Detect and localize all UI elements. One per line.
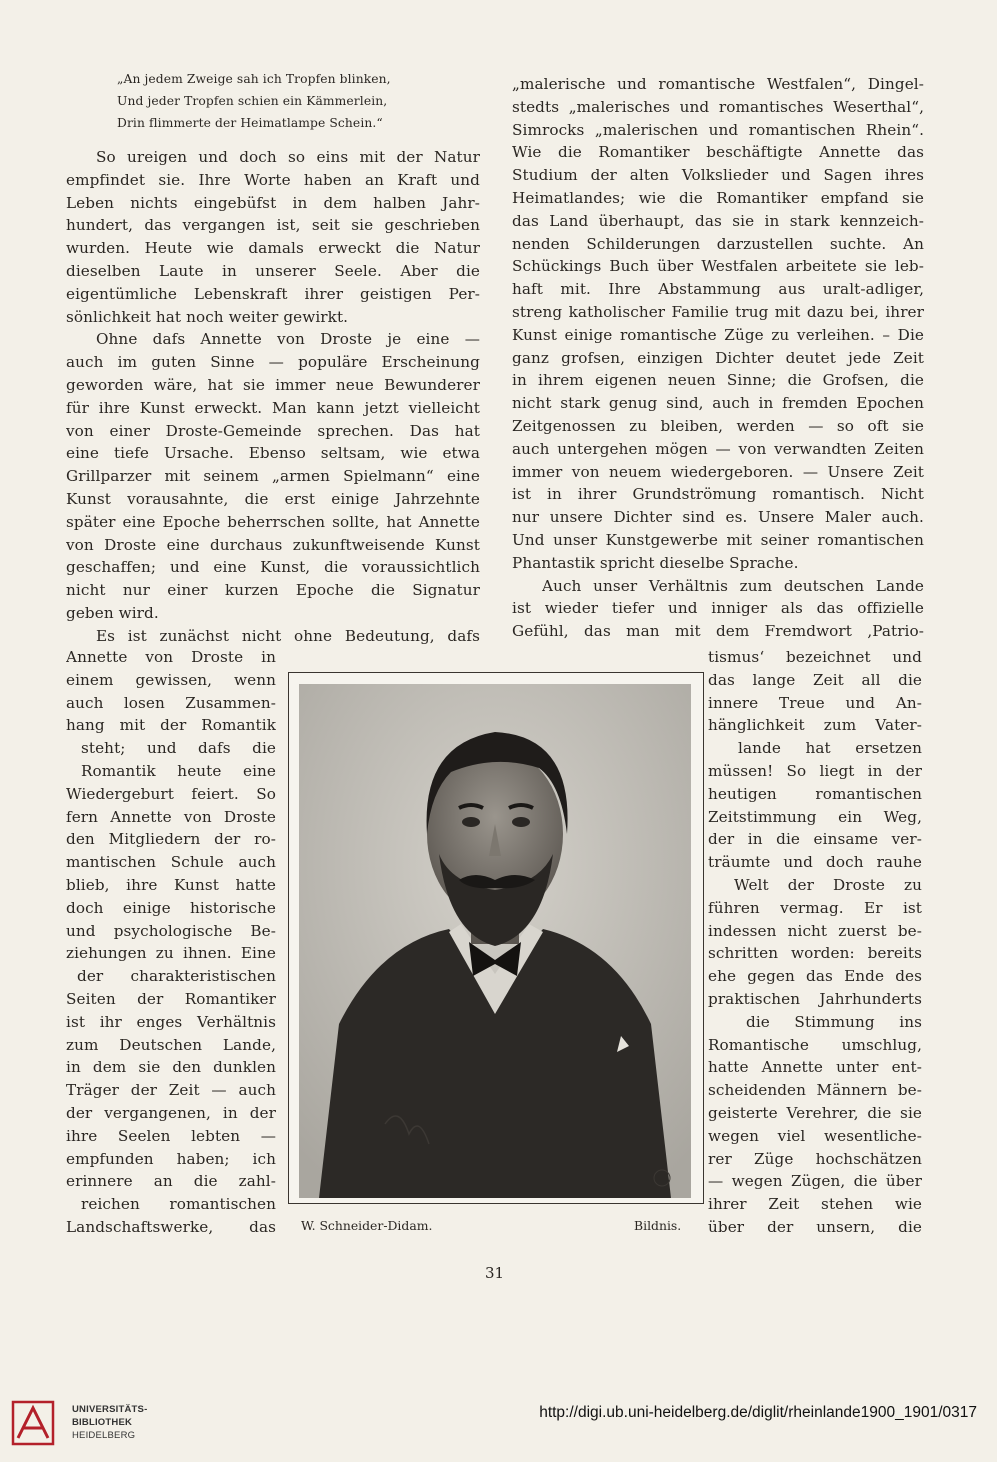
text-line: haft mit. Ihre Abstammung aus uralt-adliger, <box>512 280 924 299</box>
text-line: tismus‘ bezeichnet und <box>708 648 922 666</box>
text-line: Kunst einige romantische Züge zu verleihen. – Die <box>512 325 924 344</box>
poem-line: Drin flimmerte der Heimatlampe Schein.“ <box>117 116 383 130</box>
text-line: nicht stark genug sind, auch in fremden Epochen <box>512 394 924 413</box>
poem-line: Und jeder Tropfen schien ein Kämmerlein, <box>117 94 388 108</box>
text-line: indessen nicht zuerst be- <box>708 921 922 940</box>
text-line: lande hat ersetzen <box>738 739 922 758</box>
text-line: einem gewissen, wenn <box>66 670 276 689</box>
text-line: Heimatlandes; wie die Romantiker empfand sie <box>512 189 924 207</box>
text-line: Annette von Droste in <box>66 648 276 666</box>
text-line: Zeitstimmung ein Weg, <box>708 807 922 826</box>
text-line: wegen viel wesentliche- <box>708 1126 922 1145</box>
text-line: geworden wäre, hat sie immer neue Bewunderer <box>66 376 480 394</box>
text-line: der charakteristischen <box>77 967 276 986</box>
text-line: die Stimmung ins <box>746 1012 922 1031</box>
text-line: So ureigen und doch so eins mit der Natur <box>96 148 480 166</box>
text-line: ganz grofsen, einzigen Dichter deutet jede Zeit <box>512 348 924 367</box>
text-line: praktischen Jahrhunderts <box>708 990 922 1008</box>
text-line: auch losen Zusammen- <box>66 693 276 712</box>
text-line: über der unsern, die <box>708 1218 922 1236</box>
text-line: ihrer Zeit stehen wie <box>708 1195 922 1214</box>
text-line: erinnere an die zahl- <box>66 1172 276 1191</box>
source-url-link[interactable]: http://digi.ub.uni-heidelberg.de/diglit/rheinlande1900_1901/0317 <box>539 1404 977 1421</box>
text-line: Ohne dafs Annette von Droste je eine — <box>96 330 480 349</box>
text-line: zum Deutschen Lande, <box>66 1035 276 1054</box>
text-line: geben wird. <box>66 604 159 622</box>
text-line: nicht nur einer kurzen Epoche die Signatur <box>66 581 480 600</box>
text-line: Simrocks „malerischen und romantischen Rhein“. <box>512 120 924 139</box>
text-line: Studium der alten Volkslieder und Sagen ihres <box>512 166 924 185</box>
text-line: das lange Zeit all die <box>708 670 922 689</box>
text-line: träumte und doch rauhe <box>708 853 922 872</box>
text-line: Wie die Romantiker beschäftigte Annette das <box>512 143 924 162</box>
text-line: auch im guten Sinne — populäre Erscheinung <box>66 353 480 372</box>
text-line: Und unser Kunstgewerbe mit seiner romantischen <box>512 531 924 549</box>
portrait-illustration <box>299 684 691 1198</box>
library-name-line1: UNIVERSITÄTS- <box>72 1404 148 1415</box>
text-line: Grillparzer mit seinem „armen Spielmann“ eine <box>66 467 480 486</box>
text-line: heutigen romantischen <box>708 784 922 803</box>
text-line: von Droste eine durchaus zukunftweisende Kunst <box>66 535 480 554</box>
text-line: auch untergehen mögen — von verwandten Zeiten <box>512 439 924 458</box>
text-line: fern Annette von Droste <box>66 807 276 826</box>
text-line: für ihre Kunst erweckt. Man kann jetzt vielleicht <box>66 398 480 417</box>
text-line: Landschaftswerke, das <box>66 1218 276 1236</box>
text-line: Gefühl, das man mit dem Fremdwort ‚Patrio- <box>512 622 924 641</box>
page-number: 31 <box>485 1264 505 1282</box>
text-line: empfunden haben; ich <box>66 1149 276 1168</box>
text-line: führen vermag. Er ist <box>708 898 922 917</box>
text-line: Welt der Droste zu <box>734 876 922 894</box>
text-line: Phantastik spricht dieselbe Sprache. <box>512 553 799 572</box>
text-line: streng katholischer Familie trug mit dazu bei, ihrer <box>512 303 924 321</box>
text-line: in ihrem eigenen neuen Sinne; die Grofsen, die <box>512 371 924 390</box>
text-line: Romantische umschlug, <box>708 1035 922 1054</box>
text-line: Schückings Buch über Westfalen arbeitete sie leb- <box>512 257 924 276</box>
text-line: — wegen Zügen, die über <box>708 1172 922 1191</box>
text-line: immer von neuem wiedergeboren. — Unsere Zeit <box>512 462 924 481</box>
text-line: nur unsere Dichter sind es. Unsere Maler auch. <box>512 508 924 527</box>
text-line: geisterte Verehrer, die sie <box>708 1104 922 1122</box>
text-line: eigentümliche Lebenskraft ihrer geistigen Per- <box>66 284 480 303</box>
text-line: steht; und dafs die <box>81 739 276 758</box>
text-line: der in die einsame ver- <box>708 830 922 849</box>
text-line: Leben nichts eingebüfst in dem halben Jahr- <box>66 193 480 212</box>
portrait-photo <box>299 684 691 1198</box>
text-line: später eine Epoche beherrschen sollte, hat Annette <box>66 512 480 531</box>
text-line: ihre Seelen lebten — <box>66 1126 276 1145</box>
library-name-line3: HEIDELBERG <box>72 1430 136 1441</box>
text-line: eine tiefe Ursache. Ebenso seltsam, wie etwa <box>66 444 480 463</box>
text-line: der vergangenen, in der <box>66 1104 276 1122</box>
text-line: Seiten der Romantiker <box>66 990 276 1008</box>
text-line: „malerische und romantische Westfalen“, Dingel- <box>512 75 924 93</box>
library-seal-icon <box>10 1398 56 1448</box>
text-line: rer Züge hochschätzen <box>708 1149 922 1168</box>
text-line: geschaffen; und eine Kunst, die voraussichtlich <box>66 558 480 577</box>
text-line: und psychologische Be- <box>66 921 276 940</box>
text-line: ist in ihrer Grundströmung romantisch. Nicht <box>512 485 924 504</box>
text-line: ist wieder tiefer und inniger als das offizielle <box>512 599 924 618</box>
poem-line: „An jedem Zweige sah ich Tropfen blinken, <box>117 72 391 86</box>
text-line: Kunst vorausahnte, die erst einige Jahrzehnte <box>66 490 480 508</box>
text-line: den Mitgliedern der ro- <box>66 830 276 849</box>
text-line: in dem sie den dunklen <box>66 1058 276 1077</box>
library-logo <box>10 1398 150 1448</box>
text-line: Es ist zunächst nicht ohne Bedeutung, dafs <box>96 626 480 645</box>
text-line: das Land überhaupt, das sie in stark kennzeich- <box>512 211 924 230</box>
text-line: ehe gegen das Ende des <box>708 967 922 986</box>
text-line: Träger der Zeit — auch <box>66 1081 276 1100</box>
text-line: stedts „malerisches und romantisches Weserthal“, <box>512 97 924 116</box>
text-line: von einer Droste-Gemeinde sprechen. Das hat <box>66 421 480 440</box>
text-line: Auch unser Verhältnis zum deutschen Lande <box>542 576 924 595</box>
text-line: hatte Annette unter ent- <box>708 1058 922 1077</box>
text-line: hang mit der Romantik <box>66 716 276 735</box>
text-line: ziehungen zu ihnen. Eine <box>66 944 276 963</box>
text-line: ist ihr enges Verhältnis <box>66 1012 276 1031</box>
text-line: doch einige historische <box>66 898 276 917</box>
text-line: empfindet sie. Ihre Worte haben an Kraft und <box>66 170 480 189</box>
text-line: Romantik heute eine <box>81 762 276 780</box>
caption-artist: W. Schneider-Didam. <box>301 1218 433 1233</box>
text-line: dieselben Laute in unserer Seele. Aber die <box>66 262 480 280</box>
text-line: mantischen Schule auch <box>66 853 276 872</box>
text-line: Wiedergeburt feiert. So <box>66 784 276 803</box>
caption-title: Bildnis. <box>634 1218 682 1233</box>
text-line: innere Treue und An- <box>708 693 922 712</box>
text-line: reichen romantischen <box>81 1195 276 1214</box>
text-line: schritten worden: bereits <box>708 944 922 963</box>
text-line: müssen! So liegt in der <box>708 762 922 780</box>
text-line: wurden. Heute wie damals erweckt die Natur <box>66 239 480 258</box>
library-name-line2: BIBLIOTHEK <box>72 1417 133 1428</box>
text-line: sönlichkeit hat noch weiter gewirkt. <box>66 307 349 326</box>
text-line: nenden Schilderungen darzustellen suchte. An <box>512 234 924 253</box>
text-line: scheidenden Männern be- <box>708 1081 922 1100</box>
text-line: hundert, das vergangen ist, seit sie geschrieben <box>66 216 480 235</box>
text-line: blieb, ihre Kunst hatte <box>66 876 276 894</box>
text-line: Zeitgenossen zu bleiben, werden — so oft sie <box>512 417 924 435</box>
text-line: hänglichkeit zum Vater- <box>708 716 922 735</box>
